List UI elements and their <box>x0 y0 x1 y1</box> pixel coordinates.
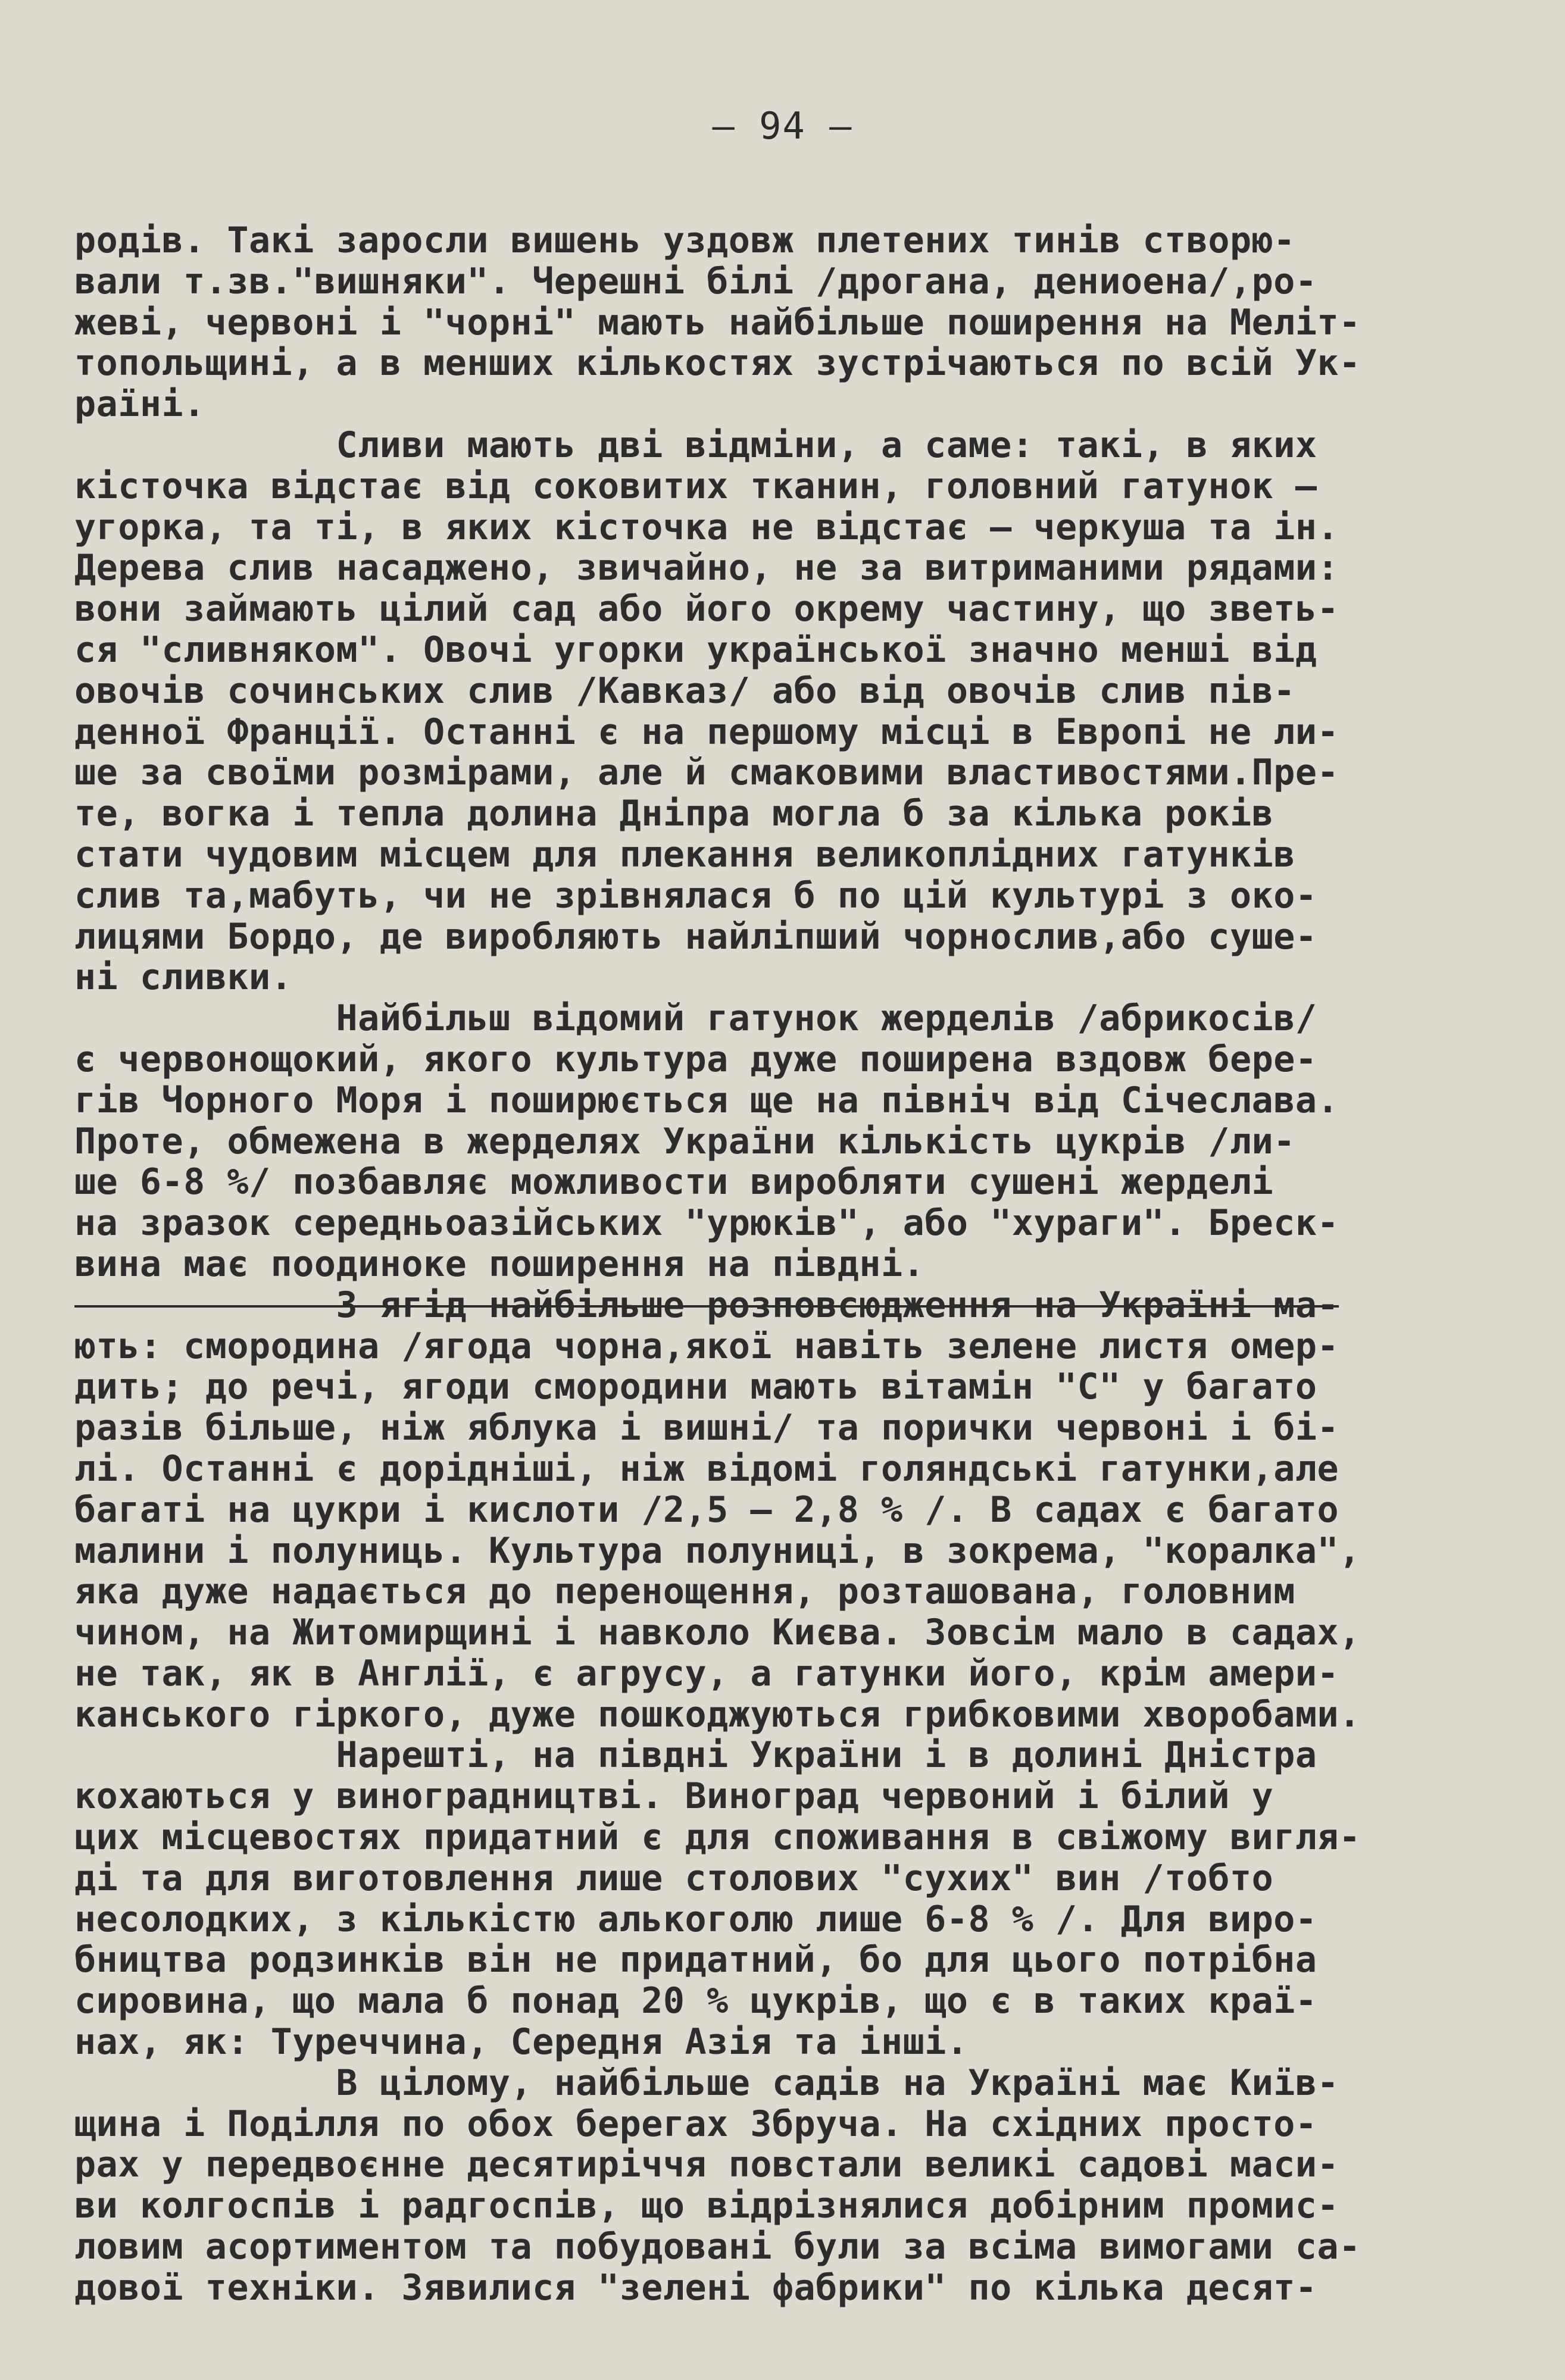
text-line: денної Франції. Останні є на першому місці в Европі не ли- <box>74 711 1339 753</box>
text-line: ше за своїми розмірами, але й смаковими властивостями.Пре- <box>74 752 1339 794</box>
text-line: ся "сливняком". Овочі угорки української значно менші від <box>74 628 1317 671</box>
text-line: кісточка відстає від соковитих тканин, головний гатунок – <box>74 465 1317 507</box>
text-line: цих місцевостях придатний є для споживання в свіжому вигля- <box>74 1816 1361 1859</box>
text-line: вали т.зв."вишняки". Черешні білі /дрогана, дениоена/,ро- <box>74 260 1317 302</box>
text-line: малини і полуниць. Культура полуниці, в зокрема, "коралка", <box>74 1530 1361 1572</box>
page-number: – 94 – <box>712 104 853 148</box>
document-body <box>74 220 1527 2309</box>
text-line: стати чудовим місцем для плекання великоплідних гатунків <box>74 833 1295 875</box>
text-line: лицями Бордо, де виробляють найліпший чорнослив,або суше- <box>74 915 1317 958</box>
text-line: слив та,мабуть, чи не зрівнялася б по цій культурі з око- <box>74 874 1317 917</box>
text-line: яка дуже надається до перенощення, розташована, головним <box>74 1571 1295 1613</box>
text-line: вина має поодиноке поширення на півдні. <box>74 1243 925 1285</box>
text-line: кохаються у виноградництві. Виноград червоний і білий у <box>74 1775 1274 1818</box>
text-line: Проте, обмежена в жерделях України кількість цукрів /ли- <box>74 1120 1295 1162</box>
paragraph-start-line: Найбільш відомий гатунок жерделів /абрикосів/ <box>74 997 1317 1040</box>
text-line: бництва родзинків він не придатний, бо для цього потрібна <box>74 1939 1317 1981</box>
text-line: щина і Поділля по обох берегах Збруча. На східних просто- <box>74 2103 1317 2145</box>
paragraph-start-line: В цілому, найбільше садів на Україні має Київ- <box>74 2062 1339 2104</box>
text-line: ють: смородина /ягода чорна,якої навіть зелене листя омер- <box>74 1325 1339 1367</box>
text-line: лі. Останні є доріднiші, ніж відомі голяндські гатунки,але <box>74 1447 1339 1490</box>
text-line: те, вогка і тепла долина Дніпра могла б за кілька років <box>74 793 1274 835</box>
text-line: вони займають цілий сад або його окрему частину, що зветь- <box>74 588 1339 630</box>
text-line: чином, на Житомирщині і навколо Києва. Зовсім мало в садах, <box>74 1612 1361 1654</box>
paragraph-start-line: Сливи мають дві відміни, а саме: такі, в яких <box>74 424 1317 466</box>
text-line: багаті на цукри і кислоти /2,5 – 2,8 % /. В садах є багато <box>74 1488 1339 1531</box>
text-line: родів. Такі заросли вишень уздовж плетених тинів створю- <box>74 220 1295 261</box>
text-line: раїні. <box>74 383 205 426</box>
text-line: ді та для виготовлення лише столових "сухих" вин /тобто <box>74 1857 1274 1899</box>
text-line: Дерева слив насаджено, звичайно, не за витриманими рядами: <box>74 547 1339 589</box>
text-line: дить; до речі, ягоди смородини мають вітамін "С" у багато <box>74 1366 1317 1408</box>
struck-through-line: З ягід найбільше розповсюдження на Україні ма- <box>74 1284 1339 1326</box>
text-line: ловим асортиментом та побудовані були за всіма вимогами са- <box>74 2226 1361 2268</box>
text-line: нах, як: Туреччина, Середня Азія та інші. <box>74 2021 969 2063</box>
text-line: рах у передвоєнне десятиріччя повстали великі садові маси- <box>74 2144 1339 2186</box>
paragraph-start-line: Нарешті, на півдні України і в долині Дністра <box>74 1734 1317 1777</box>
text-line: канського гіркого, дуже пошкоджуються грибковими хворобами. <box>74 1693 1361 1735</box>
text-line: є червонощокий, якого культура дуже поширена вздовж бере- <box>74 1038 1317 1080</box>
text-line: разів більше, ніж яблука і вишні/ та порички червоні і бі- <box>74 1407 1339 1449</box>
text-line: угорка, та ті, в яких кісточка не відстає – черкуша та ін. <box>74 506 1339 548</box>
text-line: жеві, червоні і "чорні" мають найбільше поширення на Меліт- <box>74 301 1361 343</box>
text-line: ви колгоспів і радгоспів, що відрізнялися добірним промис- <box>74 2185 1339 2227</box>
text-line: ні сливки. <box>74 956 293 999</box>
text-line: гів Чорного Моря і поширюється ще на північ від Січеслава. <box>74 1079 1339 1121</box>
text-line: ше 6-8 %/ позбавляє можливости виробляти сушені жерделі <box>74 1161 1274 1203</box>
text-line: на зразок середньоазійських "урюків", або "хураги". Бреск- <box>74 1202 1339 1244</box>
text-line: топольщині, а в менших кількостях зустрічаються по всій Ук- <box>74 342 1361 384</box>
text-line: сировина, що мала б понад 20 % цукрів, що є в таких краї- <box>74 1980 1317 2022</box>
text-line: несолодких, з кількістю алькоголю лише 6-8 % /. Для виро- <box>74 1898 1317 1940</box>
text-line: овочів сочинських слив /Кавказ/ або від овочів слив пів- <box>74 670 1295 712</box>
text-line: дової техніки. Зявилися "зелені фабрики" по кілька десят- <box>74 2266 1317 2309</box>
text-line: не так, як в Англії, є агрусу, а гатунки його, крім амери- <box>74 1652 1339 1694</box>
